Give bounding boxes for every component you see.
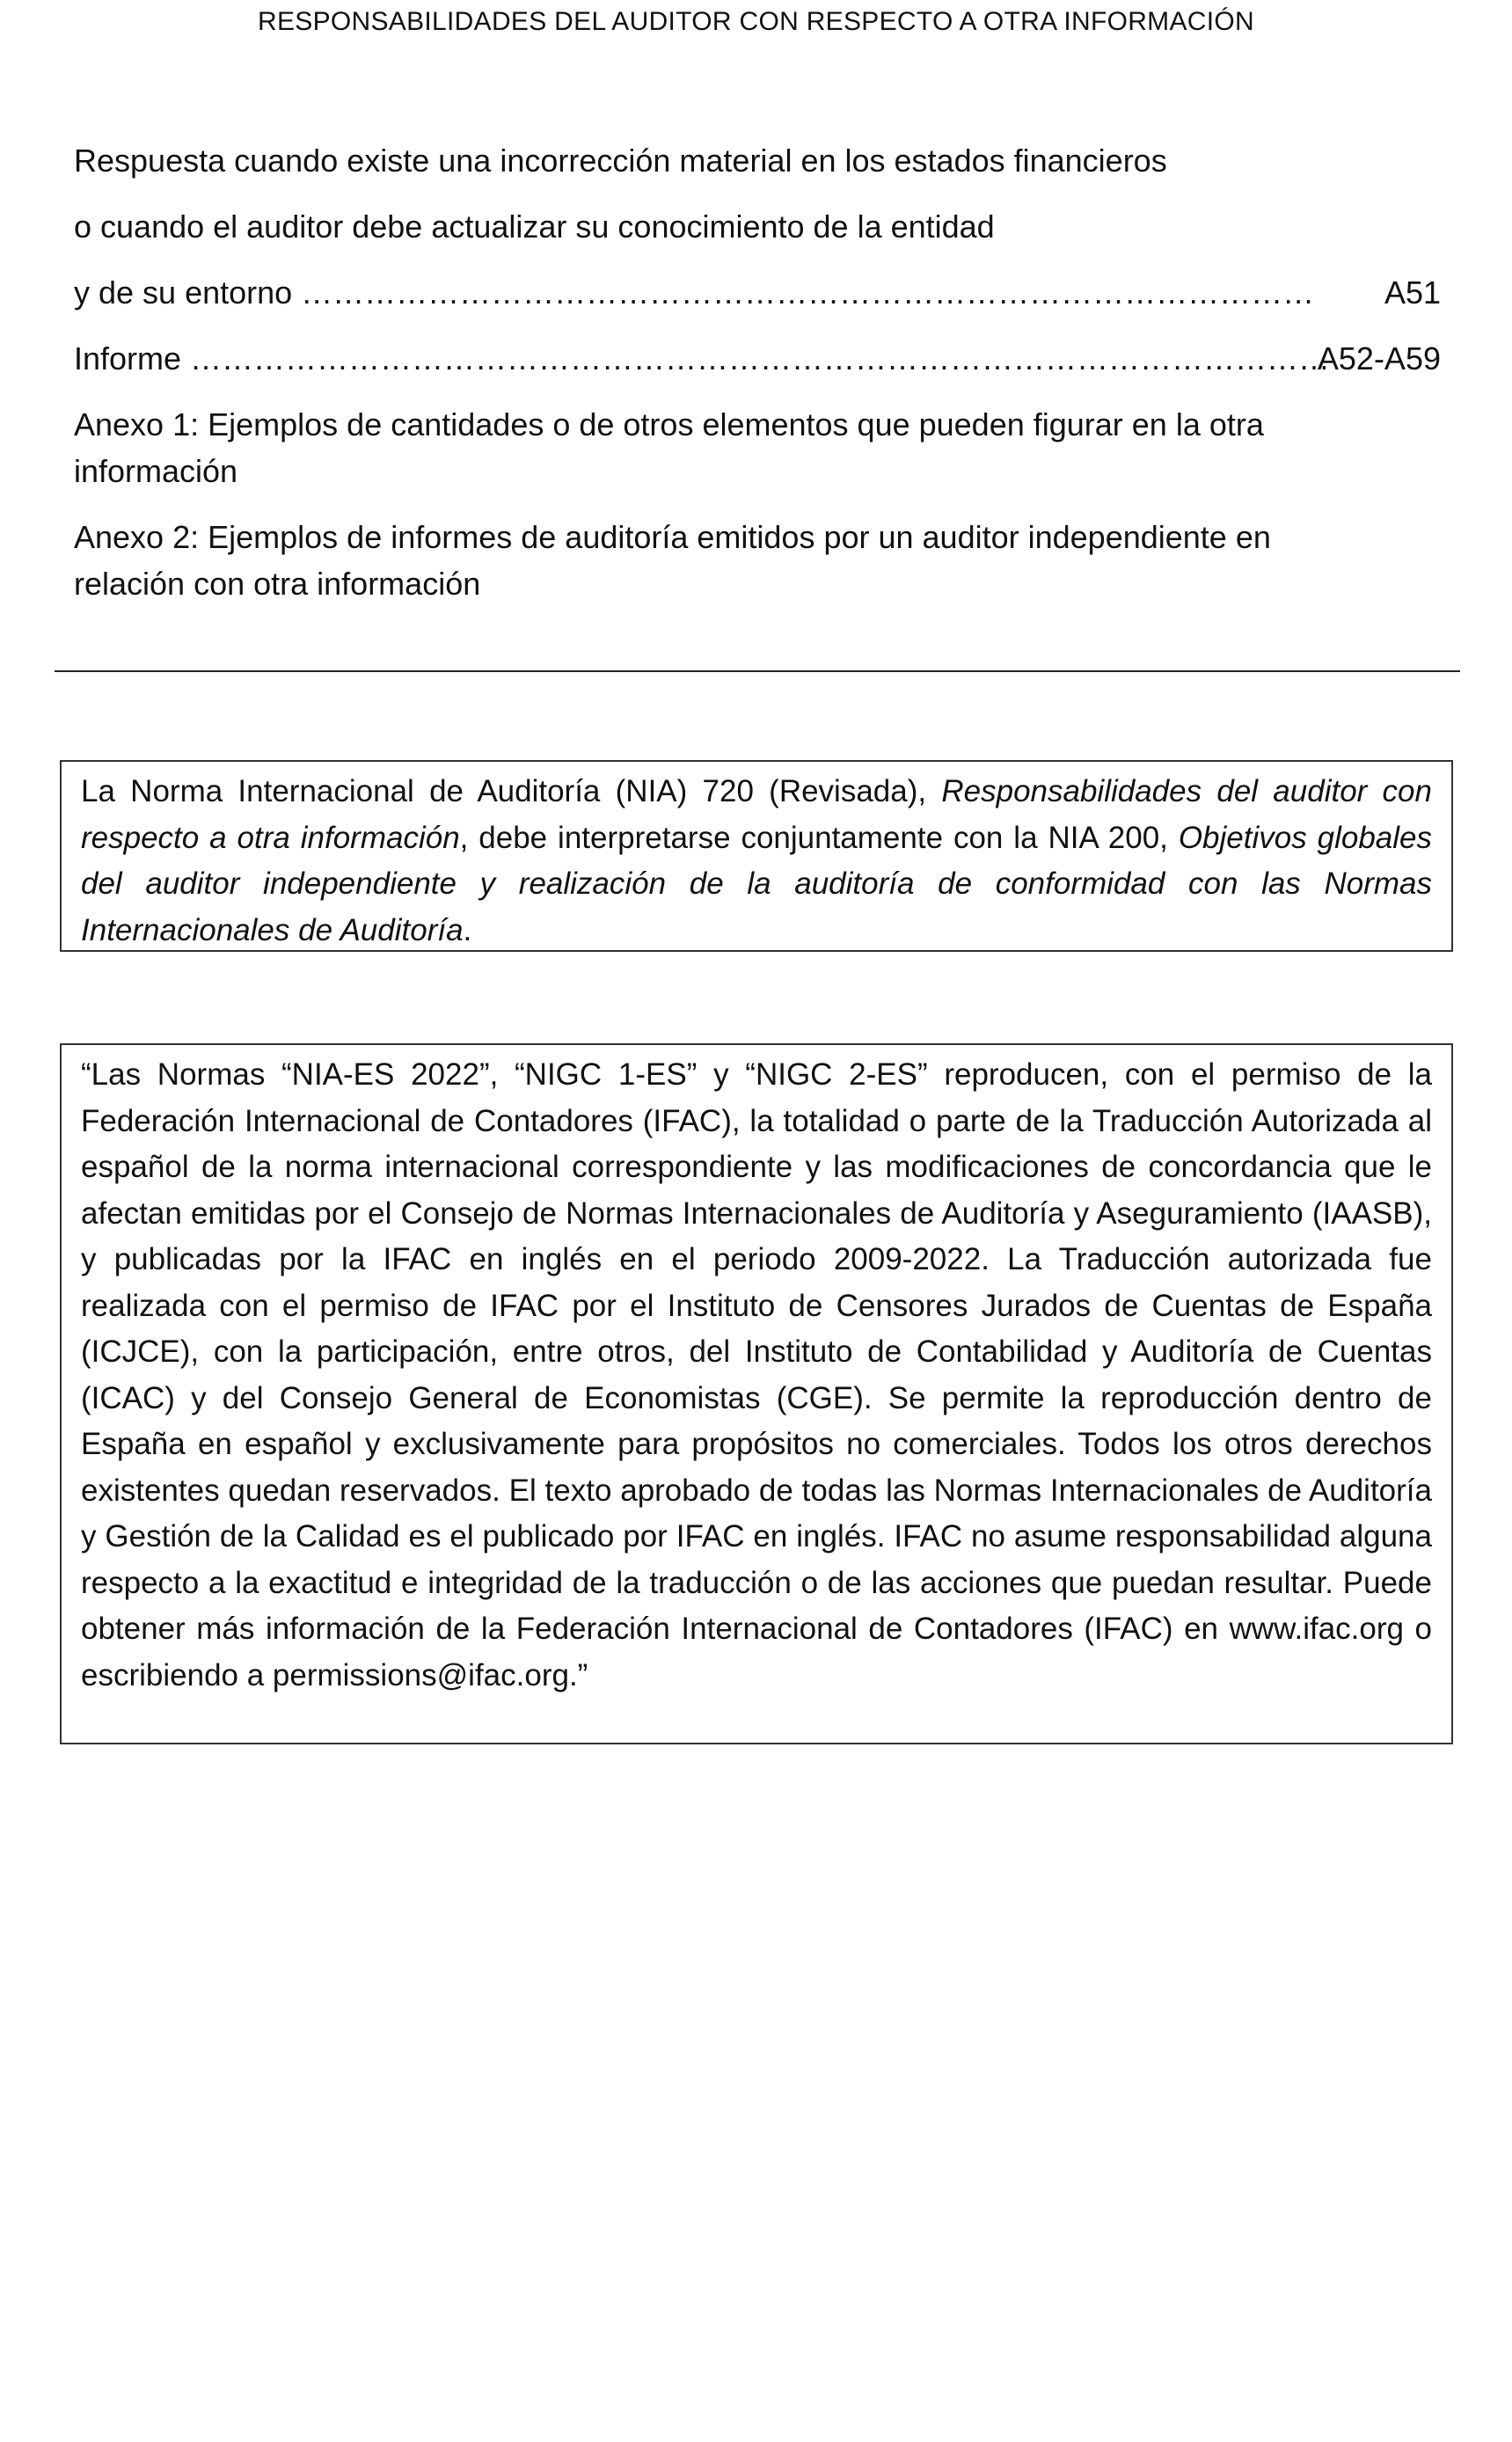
copyright-notice-box bbox=[60, 1043, 1453, 1744]
note-title-nia-720: Responsabilidades del auditor con respecto a otra información bbox=[81, 774, 1432, 855]
toc-entry-text: y de su entorno …………………………………………………………………………………… bbox=[74, 274, 1315, 311]
toc-entry-response-line2 bbox=[74, 203, 1441, 269]
table-of-contents bbox=[74, 137, 1441, 626]
note-title-nia-200: Objetivos globales del auditor independiente y realización de la auditoría de conformidad con las Normas Internacionales de Auditoría bbox=[81, 820, 1432, 947]
toc-entry-response-line3 bbox=[74, 269, 1441, 335]
running-head: RESPONSABILIDADES DEL AUDITOR CON RESPECTO A OTRA INFORMACIÓN bbox=[258, 7, 1254, 36]
note-text: . bbox=[463, 912, 472, 947]
section-divider bbox=[55, 670, 1460, 672]
toc-entry-text: o cuando el auditor debe actualizar su conocimiento de la entidad bbox=[74, 208, 995, 245]
toc-entry-ref: A51 bbox=[1384, 274, 1441, 311]
interpretation-note-box bbox=[60, 760, 1453, 952]
toc-entry-informe bbox=[74, 335, 1441, 401]
note-text: La Norma Internacional de Auditoría (NIA) 720 (Revisada), bbox=[81, 774, 942, 808]
toc-entry-ref: A52-A59 bbox=[1317, 340, 1441, 377]
note-text: , debe interpretarse conjuntamente con la NIA 200, bbox=[459, 820, 1179, 855]
toc-entry-text: Respuesta cuando existe una incorrección material en los estados financieros bbox=[74, 143, 1167, 179]
toc-entry-annex-1: Anexo 1: Ejemplos de cantidades o de otros elementos que pueden figurar en la otra información bbox=[74, 406, 1264, 489]
toc-entry-annex-2: Anexo 2: Ejemplos de informes de auditoría emitidos por un auditor independiente en relación con otra información bbox=[74, 519, 1271, 602]
toc-entry-response-line1 bbox=[74, 137, 1441, 203]
toc-entry-text: Informe ……………………………………………………………………………………………… bbox=[74, 340, 1331, 377]
copyright-notice-text: “Las Normas “NIA-ES 2022”, “NIGC 1-ES” y “NIGC 2-ES” reproducen, con el permiso de la Federación Internacional de Contadores (IFAC), la totalidad o parte de la Traducción Autorizada al español de la norma internacional correspondiente y las modificaciones de concordancia que le afectan emitidas por el Consejo de Normas Internacionales de Auditoría y Aseguramiento (IAASB), y publicadas por la IFAC en inglés en el periodo 2009-2022. La Traducción autorizada fue realizada con el permiso de IFAC por el Instituto de Censores Jurados de Cuentas de España (ICJCE), con la participación, entre otros, del Instituto de Contabilidad y Auditoría de Cuentas (ICAC) y del Consejo General de Economistas (CGE). Se permite la reproducción dentro de España en español y exclusivamente para propósitos no comerciales. Todos los otros derechos existentes quedan reservados. El texto aprobado de todas las Normas Internacionales de Auditoría y Gestión de la Calidad es el publicado por IFAC en inglés. IFAC no asume responsabilidad alguna respecto a la exactitud e integridad de la traducción o de las acciones que puedan resultar. Puede obtener más información de la Federación Internacional de Contadores (IFAC) en www.ifac.org o escribiendo a permissions@ifac.org.” bbox=[81, 1057, 1432, 1693]
